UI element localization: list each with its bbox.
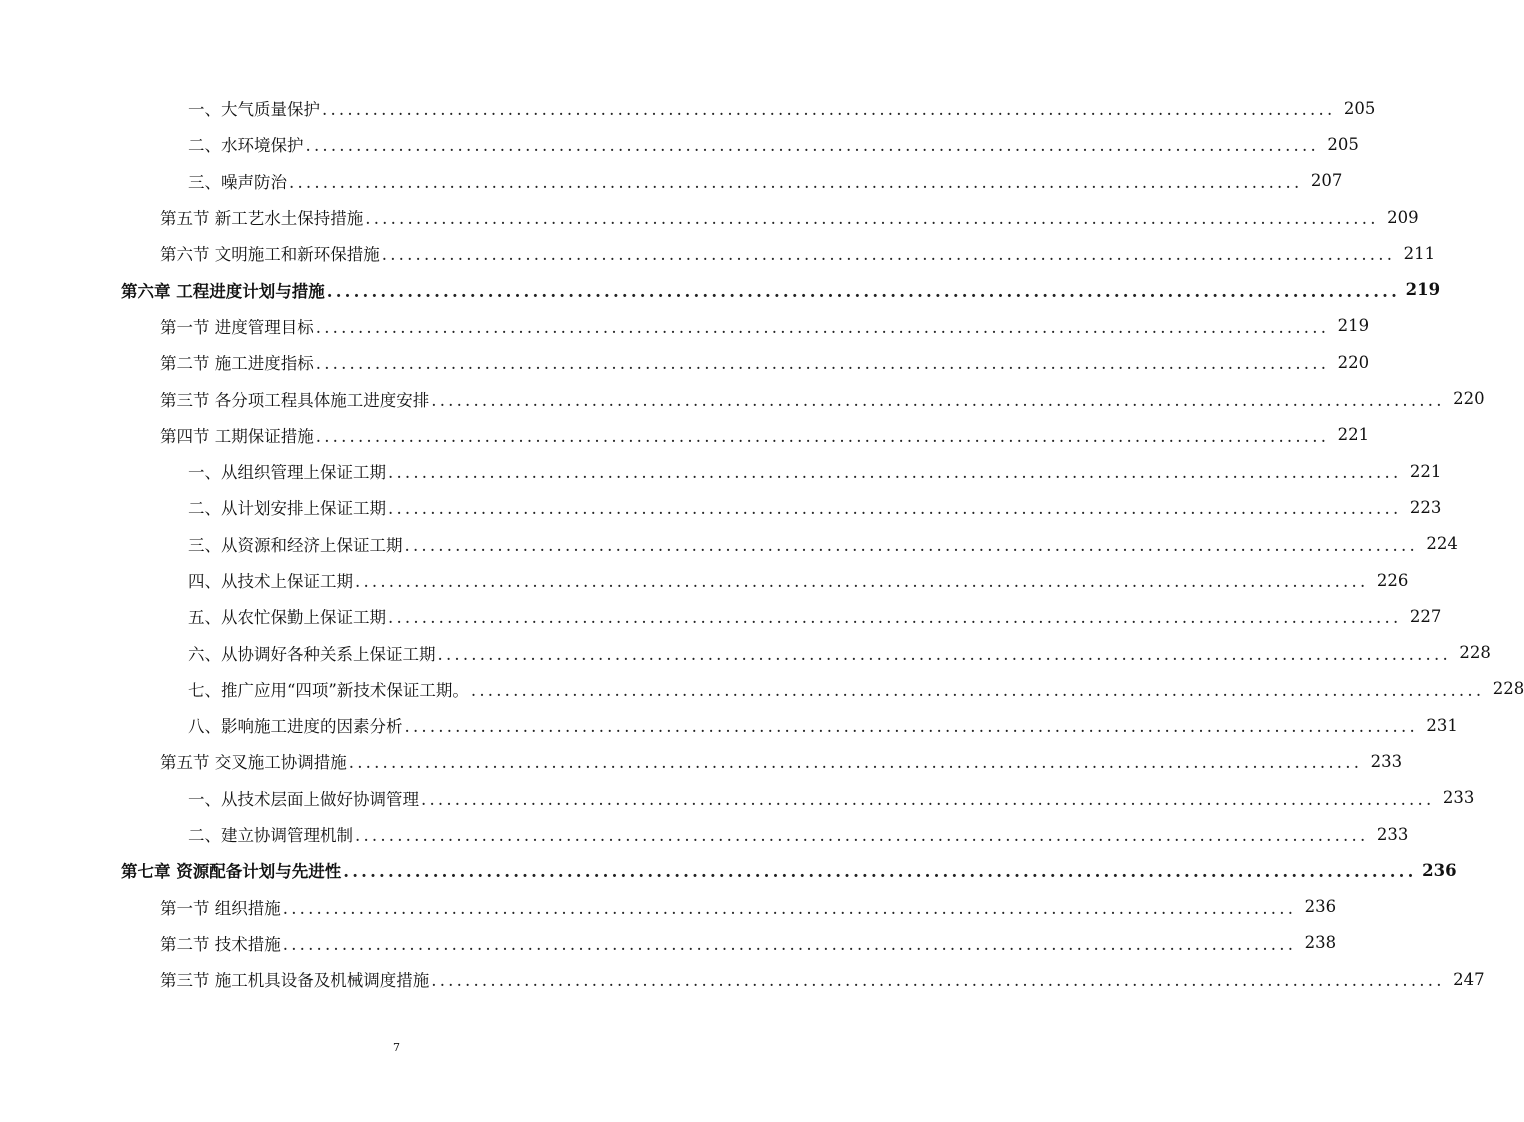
toc-entry-title: 二、建立协调管理机制 — [188, 826, 353, 846]
toc-entry-item[interactable] — [0, 489, 1442, 525]
toc-dot-leader: ........................................................................................................................ — [282, 898, 1297, 918]
toc-entry-page-number: 228 — [1459, 643, 1491, 663]
toc-dot-leader: ........................................................................................................................ — [470, 680, 1485, 700]
toc-dot-leader: ........................................................................................................................ — [437, 644, 1451, 664]
toc-entry-page-number: 221 — [1337, 425, 1370, 445]
toc-entry-title: 七、推广应用“四项”新技术保证工期。 — [188, 680, 469, 700]
toc-entry-page-number: 224 — [1426, 534, 1458, 554]
toc-entry-page-number: 211 — [1403, 243, 1436, 263]
toc-entry-page-number: 247 — [1453, 969, 1485, 989]
toc-dot-leader: ........................................................................................................................ — [365, 209, 1379, 229]
toc-entry-section[interactable] — [0, 380, 1485, 416]
toc-dot-leader: ........................................................................................................................ — [315, 317, 1330, 337]
toc-entry-page-number: 231 — [1426, 715, 1458, 735]
toc-entry-section[interactable] — [0, 925, 1337, 961]
toc-entry-section[interactable] — [0, 199, 1419, 235]
page-number: 7 — [393, 1041, 400, 1054]
toc-entry-item[interactable] — [0, 126, 1359, 162]
table-of-contents — [0, 90, 1524, 997]
toc-entry-item[interactable] — [0, 598, 1442, 634]
toc-entry-title: 六、从协调好各种关系上保证工期 — [188, 644, 436, 664]
toc-entry-title: 八、影响施工进度的因素分析 — [188, 717, 403, 737]
toc-entry-page-number: 220 — [1453, 389, 1485, 409]
toc-entry-section[interactable] — [0, 308, 1370, 344]
toc-entry-item[interactable] — [0, 562, 1409, 598]
toc-entry-item[interactable] — [0, 163, 1343, 199]
toc-entry-item[interactable] — [0, 707, 1458, 743]
toc-entry-title: 三、噪声防治 — [188, 172, 287, 192]
toc-entry-page-number: 238 — [1304, 933, 1337, 953]
toc-entry-page-number: 228 — [1492, 679, 1524, 699]
toc-dot-leader: ........................................................................................................................ — [315, 426, 1330, 446]
toc-entry-page-number: 233 — [1376, 824, 1409, 844]
toc-dot-leader: ........................................................................................................................ — [322, 100, 1336, 120]
toc-entry-page-number: 223 — [1409, 497, 1442, 517]
toc-entry-title: 二、水环境保护 — [188, 136, 304, 156]
toc-dot-leader: ........................................................................................................................ — [355, 826, 1369, 846]
toc-entry-page-number: 207 — [1310, 171, 1343, 191]
toc-entry-title: 第五节 交叉施工协调措施 — [160, 753, 347, 773]
toc-entry-title: 第二节 施工进度指标 — [160, 354, 314, 374]
toc-entry-section[interactable] — [0, 743, 1403, 779]
toc-dot-leader: ........................................................................................................................ — [388, 463, 1402, 483]
toc-entry-chapter[interactable] — [0, 271, 1441, 307]
toc-entry-page-number: 219 — [1405, 280, 1441, 300]
toc-entry-chapter[interactable] — [0, 852, 1457, 888]
toc-entry-section[interactable] — [0, 235, 1436, 271]
toc-entry-item[interactable] — [0, 816, 1409, 852]
toc-dot-leader: ........................................................................................................................ — [289, 172, 1303, 192]
toc-dot-leader: ........................................................................................................................ — [305, 136, 1319, 156]
toc-entry-title: 第三节 施工机具设备及机械调度措施 — [160, 971, 430, 991]
toc-entry-title: 二、从计划安排上保证工期 — [188, 499, 386, 519]
toc-entry-title: 一、大气质量保护 — [188, 100, 320, 120]
toc-entry-section[interactable] — [0, 961, 1485, 997]
toc-dot-leader: ........................................................................................................................ — [404, 535, 1418, 555]
toc-dot-leader: ........................................................................................................................ — [388, 499, 1402, 519]
toc-entry-page-number: 227 — [1409, 606, 1442, 626]
toc-entry-item[interactable] — [0, 453, 1442, 489]
toc-dot-leader: ........................................................................................................................ — [421, 789, 1435, 809]
toc-dot-leader: ........................................................................................................................ — [348, 753, 1363, 773]
toc-entry-title: 第一节 组织措施 — [160, 898, 281, 918]
toc-entry-title: 第一节 进度管理目标 — [160, 317, 314, 337]
toc-entry-title: 第四节 工期保证措施 — [160, 426, 314, 446]
toc-entry-title: 第六节 文明施工和新环保措施 — [160, 245, 380, 265]
toc-entry-page-number: 236 — [1304, 897, 1337, 917]
toc-dot-leader: ........................................................................................................................ — [355, 572, 1369, 591]
toc-dot-leader: ........................................................................................................................ — [388, 608, 1402, 628]
toc-entry-page-number: 205 — [1327, 134, 1359, 154]
toc-entry-title: 三、从资源和经济上保证工期 — [188, 535, 403, 555]
toc-entry-page-number: 233 — [1370, 751, 1403, 771]
toc-entry-page-number: 219 — [1337, 316, 1370, 336]
toc-entry-title: 一、从组织管理上保证工期 — [188, 463, 386, 483]
toc-entry-title: 四、从技术上保证工期 — [188, 572, 353, 591]
toc-dot-leader: ........................................................................................................................ — [404, 717, 1418, 737]
toc-entry-title: 第二节 技术措施 — [160, 934, 281, 954]
toc-dot-leader: ........................................................................................................................ — [343, 862, 1417, 882]
toc-entry-page-number: 205 — [1343, 98, 1376, 118]
toc-entry-title: 五、从农忙保勤上保证工期 — [188, 608, 386, 628]
toc-entry-page-number: 221 — [1409, 461, 1442, 481]
toc-entry-title: 第六章 工程进度计划与措施 — [121, 281, 325, 301]
toc-dot-leader: ........................................................................................................................ — [381, 245, 1396, 265]
toc-entry-item[interactable] — [0, 90, 1376, 126]
toc-dot-leader: ........................................................................................................................ — [431, 971, 1445, 991]
toc-entry-page-number: 220 — [1337, 352, 1370, 372]
toc-entry-page-number: 209 — [1387, 207, 1419, 227]
toc-entry-title: 一、从技术层面上做好协调管理 — [188, 789, 419, 809]
toc-entry-page-number: 226 — [1376, 570, 1409, 590]
toc-entry-item[interactable] — [0, 780, 1475, 816]
toc-entry-section[interactable] — [0, 889, 1337, 925]
toc-entry-section[interactable] — [0, 417, 1370, 453]
toc-entry-item[interactable] — [0, 634, 1491, 670]
toc-dot-leader: ........................................................................................................................ — [326, 281, 1401, 301]
toc-dot-leader: ........................................................................................................................ — [431, 390, 1445, 410]
toc-dot-leader: ........................................................................................................................ — [315, 354, 1330, 374]
toc-entry-item[interactable] — [0, 526, 1458, 562]
toc-entry-page-number: 233 — [1442, 788, 1475, 808]
toc-entry-page-number: 236 — [1422, 860, 1457, 880]
toc-entry-title: 第七章 资源配备计划与先进性 — [121, 862, 342, 882]
toc-dot-leader: ........................................................................................................................ — [282, 934, 1297, 954]
toc-entry-item[interactable] — [0, 671, 1524, 707]
toc-entry-title: 第三节 各分项工程具体施工进度安排 — [160, 390, 430, 410]
toc-entry-title: 第五节 新工艺水土保持措施 — [160, 209, 364, 229]
toc-entry-section[interactable] — [0, 344, 1370, 380]
